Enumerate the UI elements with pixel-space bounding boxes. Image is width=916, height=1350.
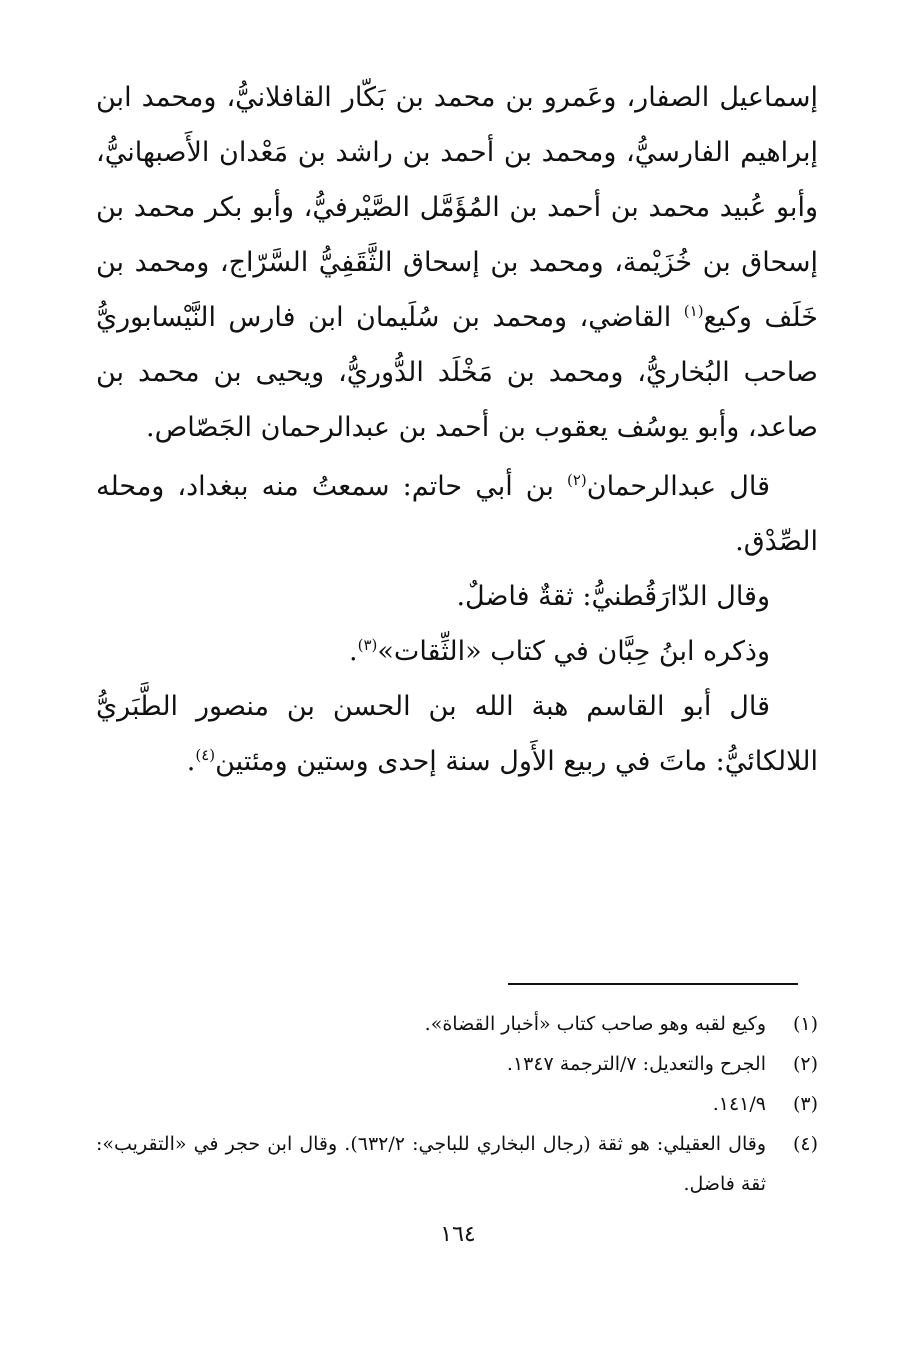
paragraph-daraqutni [96, 569, 818, 624]
paragraph-text: وذكره ابنُ حِبَّان في كتاب «الثِّقات» [377, 636, 770, 667]
footnote-number: (٤) [792, 1133, 818, 1155]
paragraph-text: . [186, 746, 196, 777]
footnote-ref-4[interactable]: (٤) [195, 746, 216, 764]
footnotes [96, 1004, 818, 1204]
footnote-ref-3[interactable]: (٣) [357, 636, 378, 654]
paragraph-text: وقال الدّارَقُطنيُّ: ثقةٌ فاضلٌ. [456, 581, 770, 612]
paragraph-text: إسماعيل الصفار، وعَمرو بن محمد بن بَكّار القافلانيُّ، ومحمد ابن إبراهيم الفارسيُّ، ومحمد بن أحمد بن راشد بن مَعْدان الأَصبهانيُّ، وأبو عُبيد محمد بن أحمد بن المُؤَمَّل الصَّيْرفيُّ، وأبو بكر محمد بن إسحاق بن خُزَيْمة، ومحمد بن إسحاق الثَّقَفِيُّ السَّرّاج، ومحمد بن خَلَف وكيع [96, 82, 818, 333]
paragraph-text: بن أبي حاتم: سمعتُ منه ببغداد، ومحله الصِّدْق. [96, 471, 818, 557]
footnote-item [96, 1004, 818, 1044]
footnote-number: (٣) [792, 1093, 818, 1115]
footnote-text: وقال العقيلي: هو ثقة (رجال البخاري للباجي: ٦٣٢/٢). وقال ابن حجر في «التقريب»: ثقة فاضل. [96, 1133, 766, 1195]
paragraph-narrators [96, 70, 818, 455]
footnote-item [96, 1044, 818, 1084]
footnote-number: (١) [792, 1013, 818, 1035]
page-number: ١٦٤ [440, 1222, 476, 1247]
footnote-item [96, 1124, 818, 1204]
paragraph-lalakai [96, 679, 818, 789]
paragraph-abi-hatim [96, 459, 818, 569]
footnote-number: (٢) [792, 1053, 818, 1075]
paragraph-text: قال أبو القاسم هبة الله بن الحسن بن منصور الطَّبَريُّ اللالكائيُّ: ماتَ في ربيع الأَول سنة إحدى وستين ومئتين [96, 691, 818, 777]
paragraph-text: . [349, 636, 358, 667]
footnote-separator [508, 983, 798, 985]
footnote-item [96, 1084, 818, 1124]
paragraph-text: القاضي، ومحمد بن سُلَيمان ابن فارس النَّيْسابوريُّ صاحب البُخاريُّ، ومحمد بن مَخْلَد الدُّوريُّ، ويحيى بن محمد بن صاعد، وأبو يوسُف يعقوب بن أحمد بن عبدالرحمان الجَصّاص. [96, 302, 818, 443]
footnote-text: وكيع لقبه وهو صاحب كتاب «أخبار القضاة». [424, 1013, 766, 1035]
paragraph-text: قال عبدالرحمان [586, 471, 770, 502]
footnote-text: الجرح والتعديل: ٧/الترجمة ١٣٤٧. [506, 1053, 766, 1075]
main-text [96, 70, 818, 789]
footnote-ref-1[interactable]: (١) [683, 302, 704, 320]
footnote-ref-2[interactable]: (٢) [566, 471, 587, 489]
paragraph-ibn-hibban [96, 624, 818, 679]
footnote-text: ١٤١/٩. [712, 1093, 766, 1115]
